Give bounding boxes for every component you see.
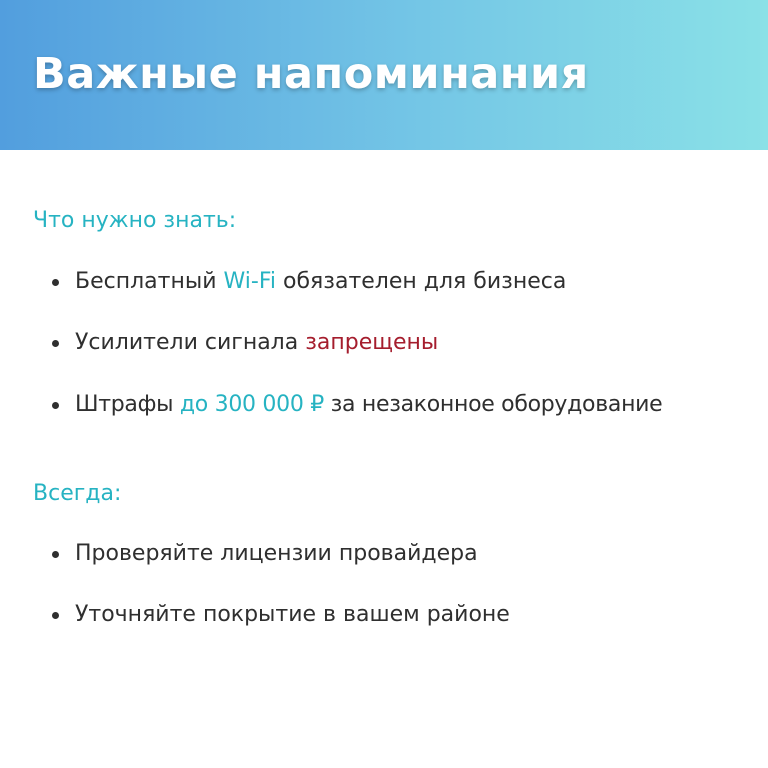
- list-item: [52, 600, 510, 630]
- text-run: Бесплатный: [75, 269, 224, 294]
- text-run: Уточняйте покрытие в вашем районе: [75, 602, 510, 627]
- text-run: за незаконное оборудование: [323, 392, 663, 417]
- list-item: [52, 539, 478, 569]
- page-title: Важные напоминания: [33, 49, 589, 99]
- highlight-wifi: Wi-Fi: [223, 269, 277, 294]
- list-item: [52, 390, 662, 420]
- list-item-text: [75, 539, 478, 569]
- list-item-text: [75, 390, 662, 420]
- text-run: обязателен для бизнеса: [276, 269, 567, 294]
- text-run: Штрафы: [75, 392, 180, 417]
- header-banner: [0, 0, 768, 150]
- bullet-icon: [52, 551, 59, 558]
- bullet-icon: [52, 402, 59, 409]
- section-heading-always: Всегда:: [33, 481, 122, 506]
- bullet-icon: [52, 279, 59, 286]
- bullet-icon: [52, 340, 59, 347]
- highlight-forbidden: запрещены: [305, 330, 439, 355]
- list-item-text: [75, 600, 510, 630]
- text-run: Проверяйте лицензии провайдера: [75, 541, 478, 566]
- list-item: [52, 267, 566, 297]
- section-heading-need-to-know: Что нужно знать:: [33, 208, 237, 233]
- bullet-icon: [52, 612, 59, 619]
- list-item-text: [75, 267, 566, 297]
- highlight-fine-amount: до 300 000 ₽: [179, 392, 324, 417]
- text-run: Усилители сигнала: [75, 330, 306, 355]
- list-item: [52, 328, 438, 358]
- list-item-text: [75, 328, 438, 358]
